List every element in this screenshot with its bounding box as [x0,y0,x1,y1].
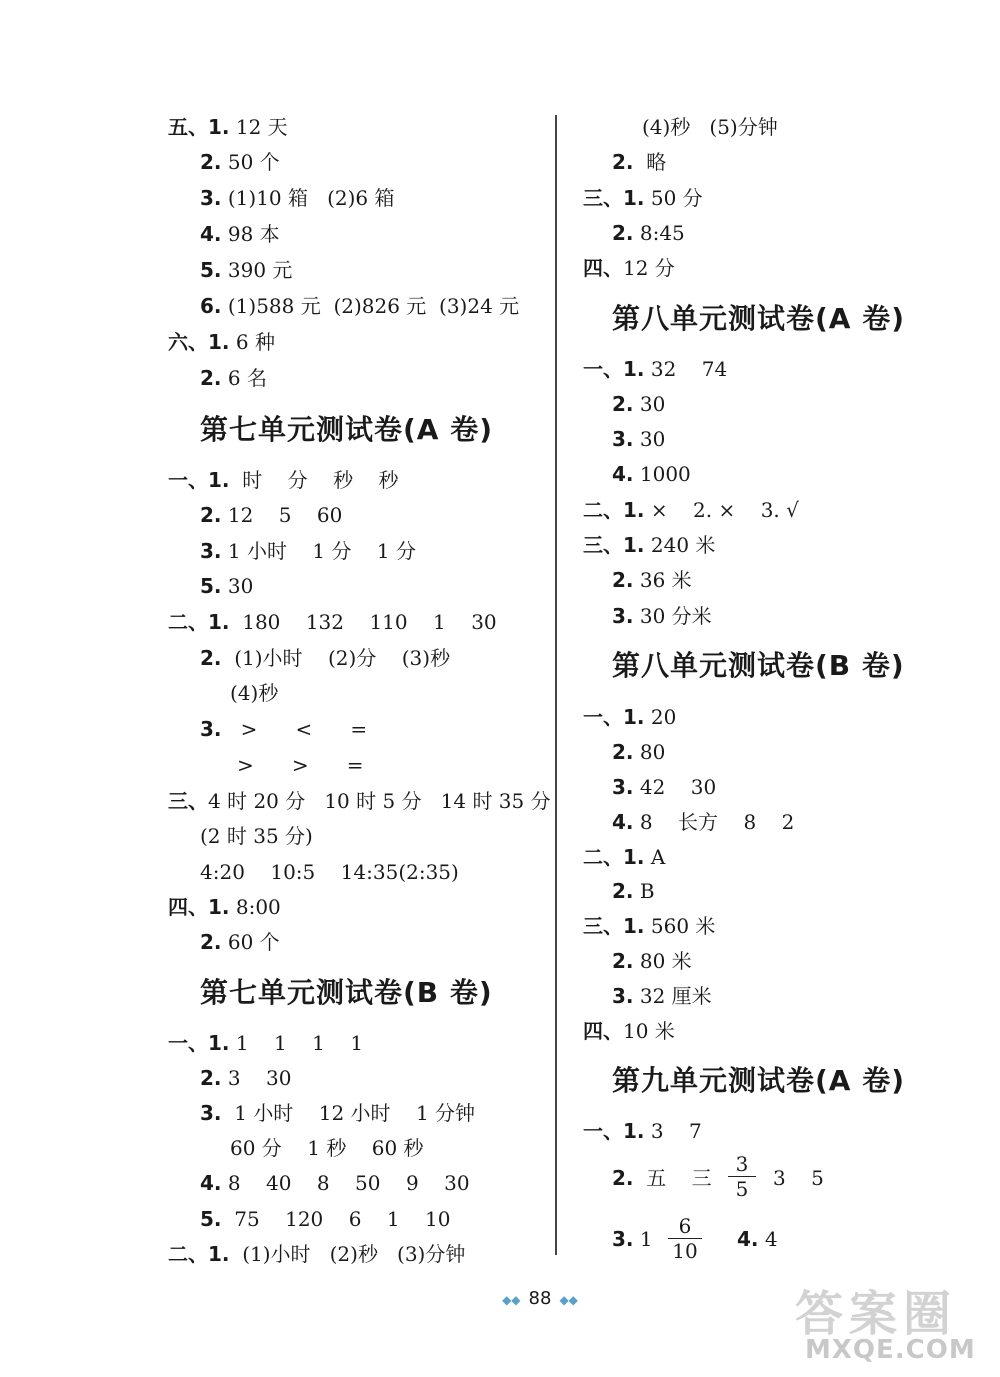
section-heading: 第七单元测试卷(B 卷) [200,976,493,1009]
answer-line: 二、1. × 2. × 3. √ [583,498,799,522]
answer-line: 五、1. 12 天 [168,115,288,139]
answer-line: 六、1. 6 种 [168,330,275,354]
answer-line: 三、1. 560 米 [583,914,716,938]
watermark-logo [775,1275,995,1370]
answer-line: 2. 8:45 [612,221,685,245]
answer-line: 三、1. 50 分 [583,186,703,210]
answer-line: 2. B [612,879,655,903]
answer-line: 2. (1)小时 (2)分 (3)秒 [200,646,451,670]
answer-line: 4. 98 本 [200,222,280,246]
answer-line: 一、1. 32 74 [583,357,728,381]
answer-line: > > = [237,753,364,777]
answer-line: 2. 3 30 [200,1066,292,1090]
section-heading: 第九单元测试卷(A 卷) [612,1064,906,1097]
answer-line: 4. 8 40 8 50 9 30 [200,1171,470,1195]
answer-line: 四、12 分 [583,256,675,280]
answer-line: (4)秒 (5)分钟 [642,115,778,139]
answer-line: 一、1. 时 分 秒 秒 [168,468,399,492]
answer-line: 3. 42 30 [612,775,717,799]
answer-line: 2. 30 [612,392,666,416]
answer-line: 四、10 米 [583,1019,675,1043]
answer-line: 5. 390 元 [200,258,293,282]
watermark-text: 答案圈 [795,1286,958,1342]
answer-line: 2. 五 三 [612,1166,712,1190]
page-number: 88 [528,1288,552,1309]
section-heading: 第八单元测试卷(B 卷) [612,649,905,682]
column-divider [555,115,557,1255]
answer-line: 一、1. 20 [583,705,677,729]
answer-line: 3. 1 [612,1227,653,1251]
answer-line: 2. 50 个 [200,150,280,174]
answer-line: 6. (1)588 元 (2)826 元 (3)24 元 [200,294,520,318]
section-heading: 第七单元测试卷(A 卷) [200,413,494,446]
watermark-url: MXQE.COM [805,1335,976,1365]
answer-line: 4. 1000 [612,462,691,486]
answer-line: 三、1. 240 米 [583,533,716,557]
answer-line: 2. 60 个 [200,930,280,954]
answer-line: 3. 32 厘米 [612,984,712,1008]
answer-line: (4)秒 [230,681,279,705]
answer-line: 3. 1 小时 12 小时 1 分钟 [200,1101,476,1125]
answer-line: 2. 略 [612,150,667,174]
answer-line: 2. 6 名 [200,366,267,390]
answer-line: 二、1. A [583,845,666,869]
answer-line: 一、1. 1 1 1 1 [168,1031,364,1055]
answer-line: 4. 4 [737,1227,778,1251]
section-heading: 第八单元测试卷(A 卷) [612,302,906,335]
answer-line: 3. (1)10 箱 (2)6 箱 [200,186,395,210]
ornament-icon: ◆◆ [559,1293,578,1307]
fraction: $\frac{6}{10}$ [668,1214,702,1263]
answer-line: 3. 30 分米 [612,604,712,628]
answer-line: 5. 75 120 6 1 10 [200,1207,451,1231]
answer-line: 2. 36 米 [612,568,692,592]
answer-line: (2 时 35 分) [200,824,313,848]
answer-line: 2. 80 米 [612,949,692,973]
answer-line: 4. 8 长方 8 2 [612,810,795,834]
answer-line: 三、4 时 20 分 10 时 5 分 14 时 35 分 [168,789,551,813]
answer-line: 四、1. 8:00 [168,895,281,919]
answer-line: 3. > < = [200,717,368,741]
answer-line: 2. 12 5 60 [200,503,343,527]
answer-line: 二、1. 180 132 110 1 30 [168,610,497,634]
answer-line: 二、1. (1)小时 (2)秒 (3)分钟 [168,1242,466,1266]
page-footer [480,1288,600,1309]
answer-line: 3. 30 [612,427,666,451]
answer-line: 60 分 1 秒 60 秒 [230,1136,424,1160]
fraction: $\frac{3}{5}$ [728,1152,756,1201]
answer-line: 4:20 10:5 14:35(2:35) [200,860,459,884]
answer-line: 3 5 [773,1166,824,1190]
answer-line: 3. 1 小时 1 分 1 分 [200,539,416,563]
ornament-icon: ◆◆ [502,1293,521,1307]
answer-line: 5. 30 [200,574,254,598]
answer-line: 2. 80 [612,740,666,764]
answer-line: 一、1. 3 7 [583,1119,702,1143]
